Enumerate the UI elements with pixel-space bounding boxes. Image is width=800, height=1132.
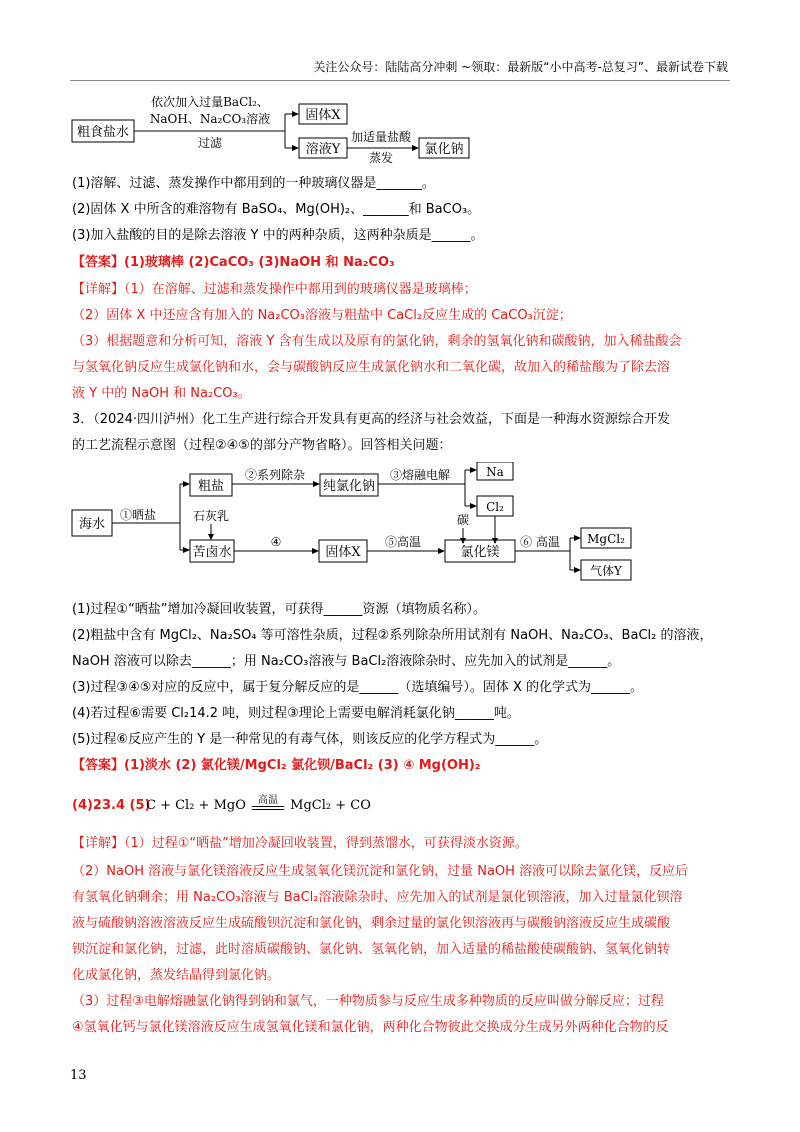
equation-right: MgCl₂ + CO [290,798,371,813]
step1-label: ①晒盐 [119,508,157,522]
mgcl-box: 氯化镁 [460,545,500,560]
answer-block: 【答案】(1)玻璃棒 (2)CaCO₃ (3)NaOH 和 Na₂CO₃ [72,255,395,270]
question-line: (4)若过程⑥需要 Cl₂14.2 吨，则过程③理论上需要电解消耗氯化钠______吨。 [72,706,520,721]
detail-line: 液与硫酸钠溶液溶液反应生成硫酸钡沉淀和氯化钠，剩余过量的氯化钡溶液再与碳酸钠溶液反应生成碳酸 [72,916,671,931]
seawater-flow-diagram [70,462,650,592]
cl2-box: Cl₂ [486,500,504,514]
bittern-box: 苦卤水 [192,545,232,560]
crude-salt-box: 粗盐 [197,479,225,494]
detail-line: 液 Y 中的 NaOH 和 Na₂CO₃。 [72,386,251,401]
reaction-equation [146,786,371,816]
solution-y-box: 溶液Y [305,142,341,157]
detail-line: 【详解】（1）过程①“晒盐”增加冷凝回收装置，得到蒸馏水，可获得淡水资源。 [72,836,528,851]
detail-line: 与氢氧化钠反应生成氯化钠和水，会与碳酸钠反应生成氯化钠水和二氧化碳，故加入的稀盐酸为了除去溶 [72,360,671,375]
page-header: 关注公众号：陆陆高分冲刺 ~领取：最新版“小中高考-总复习”、最新试卷下载 [313,60,728,74]
flow1-step-bottom: 过滤 [197,136,223,150]
header-rule [70,80,730,81]
detail-line: （2）NaOH 溶液与氯化镁溶液反应生成氢氧化镁沉淀和氯化钠，过量 NaOH 溶液可以除去氯化镁，反应后 [72,864,689,879]
nacl-product-box: 氯化钠 [424,142,464,157]
detail-line: 【详解】（1）在溶解、过滤和蒸发操作中都用到的玻璃仪器是玻璃棒； [72,282,477,297]
step5-label: ⑤高温 [384,535,422,549]
step4-label: ④ [270,535,282,549]
question-line: (3)过程③④⑤对应的反应中，属于复分解反应的是______（选填编号）。固体 X 的化学式为______。 [72,680,644,695]
detail-line: 有氢氧化钠剩余；用 Na₂CO₃溶液与 BaCl₂溶液除杂时、应先加入的试剂是氯化钡溶液，加入过量氯化钡溶 [72,890,683,905]
problem-3-stem: 的工艺流程示意图（过程②④⑤的部分产物省略）。回答相关问题： [72,438,452,453]
question-line: (2)粗盐中含有 MgCl₂、Na₂SO₄ 等可溶性杂质，过程②系列除杂所用试剂有 NaOH、Na₂CO₃、BaCl₂ 的溶液， [72,628,713,643]
step2-label: ②系列除杂 [244,468,306,482]
mgcl2-box: MgCl₂ [587,532,625,546]
gas-y-box: 气体Y [590,564,622,578]
problem-3-stem: 3．（2024·四川泸州）化工生产进行综合开发具有更高的经济与社会效益，下面是一种海水资源综合开发 [72,412,670,427]
solid-x-box: 固体X [325,545,361,560]
detail-line: （3）过程③电解熔融氯化钠得到钠和氯气，一种物质参与反应生成多种物质的反应叫做分解反应；过程 [72,994,664,1009]
question-line: (5)过程⑥反应产生的 Y 是一种常见的有毒气体，则该反应的化学方程式为______。 [72,732,548,747]
flow1-acid-label: 加适量盐酸 [350,130,412,144]
pure-nacl-box: 纯氯化钠 [322,479,376,494]
equation-left: C + Cl₂ + MgO [146,798,246,813]
seawater-box: 海水 [78,517,106,532]
step6-label: ⑥ 高温 [520,535,560,549]
flow1-step-top1: 依次加入过量BaCl₂、 [151,95,269,109]
flow1-evaporate-label: 蒸发 [368,151,394,164]
flow1-step-top2: NaOH、Na₂CO₃溶液 [149,112,271,126]
answer-block: 【答案】(1)淡水 (2) 氯化镁/MgCl₂ 氯化钡/BaCl₂ (3) ④ Mg(OH)₂ [72,758,481,773]
detail-line: ④氢氧化钙与氯化镁溶液反应生成氢氧化镁和氯化钠，两种化合物彼此交换成分生成另外两种化合物的反 [72,1020,669,1035]
solid-x-box: 固体X [305,108,341,123]
page-number: 13 [70,1068,87,1083]
question-line: (1)过程①“晒盐”增加冷凝回收装置，可获得______资源（填物质名称）。 [72,602,487,617]
carbon-label: 碳 [456,513,470,527]
question-line: NaOH 溶液可以除去______；用 Na₂CO₃溶液与 BaCl₂溶液除杂时、应先加入的试剂是______。 [72,654,621,669]
answer-4-5: (4)23.4 (5) [72,798,151,813]
crude-brine-label: 粗食盐水 [76,125,130,140]
step3-label: ③熔融电解 [389,468,451,482]
question-3: (3)加入盐酸的目的是除去溶液 Y 中的两种杂质，这两种杂质是______。 [72,228,484,243]
na-box: Na [486,465,504,479]
detail-line: 钡沉淀和氯化钠，过滤，此时溶质碳酸钠、氯化钠、氢氧化钠，加入适量的稀盐酸使碳酸钠、氢氧化钠转 [72,942,671,957]
detail-line: 化成氯化钠，蒸发结晶得到氯化钠。 [72,968,281,983]
question-2: (2)固体 X 中所含的难溶物有 BaSO₄、Mg(OH)₂、_______和 BaCO₃。 [72,202,481,217]
lime-milk-label: 石灰乳 [192,509,230,523]
detail-line: （3）根据题意和分析可知，溶液 Y 含有生成以及原有的氯化钠，剩余的氢氧化钠和碳酸钠，加入稀盐酸会 [72,334,682,349]
question-1: (1)溶解、过滤、蒸发操作中都用到的一种玻璃仪器是_______。 [72,176,435,191]
brine-flow-diagram [70,92,490,164]
detail-line: （2）固体 X 中还应含有加入的 Na₂CO₃溶液与粗盐中 CaCl₂反应生成的 CaCO₃沉淀； [72,308,572,323]
equation-condition: 高温 [252,796,284,816]
